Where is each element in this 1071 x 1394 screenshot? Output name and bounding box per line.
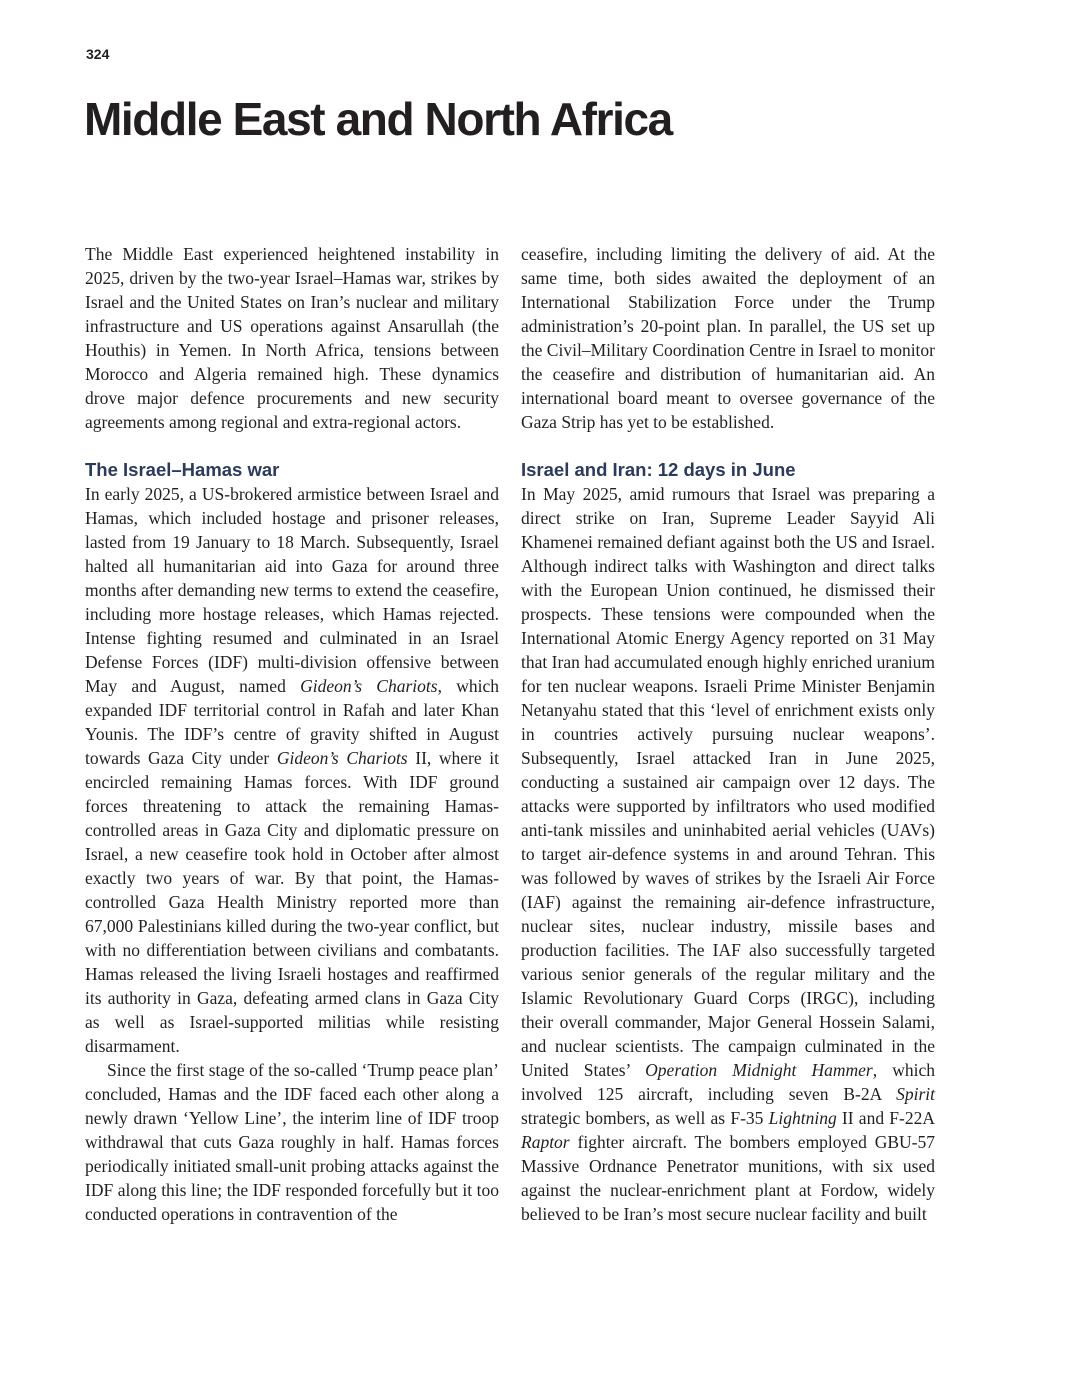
body-paragraph: Since the first stage of the so-called ‘Trump peace plan’ concluded, Hamas and the IDF faced each other along a newly drawn ‘Yellow Line’, the interim line of IDF troop withdrawal that cuts Gaza roughly in half. Hamas forces periodically initiated small-unit probing attacks against the IDF along this line; the IDF responded forcefully but it too conducted operations in contravention of the bbox=[85, 1060, 499, 1224]
italic-title: Lightning bbox=[768, 1108, 837, 1128]
text-run: , which involved 125 aircraft, including seven B-2A bbox=[521, 1060, 935, 1104]
text-run: II and F-22A bbox=[836, 1108, 936, 1128]
left-column bbox=[85, 242, 499, 1226]
text-run: strategic bombers, as well as F-35 bbox=[521, 1108, 769, 1128]
italic-title: Spirit bbox=[896, 1084, 935, 1104]
italic-title: Raptor bbox=[521, 1132, 570, 1152]
page-number: 324 bbox=[86, 46, 110, 62]
page-title: Middle East and North Africa bbox=[84, 93, 672, 145]
body-paragraph bbox=[85, 482, 499, 1058]
text-run: II, where it encircled remaining Hamas forces. With IDF ground forces threatening to attack the remaining Hamas-controlled areas in Gaza City and diplomatic pressure on Israel, a new ceasefire took hold in October after almost exactly two years of war. By that point, the Hamas-controlled Gaza Health Ministry reported more than 67,000 Palestinians killed during the two-year conflict, but with no differentiation between civilians and combatants. Hamas released the living Israeli hostages and reaffirmed its authority in Gaza, defeating armed clans in Gaza City as well as Israel-supported militias while resisting disarmament. bbox=[85, 748, 499, 1056]
continuation-paragraph: ceasefire, including limiting the delivery of aid. At the same time, both sides awaited the deployment of an International Stabilization Force under the Trump administration’s 20-point plan. In parallel, the US set up the Civil–Military Coordination Centre in Israel to monitor the ceasefire and distribution of humanitarian aid. An international board meant to oversee governance of the Gaza Strip has yet to be established. bbox=[521, 244, 935, 432]
text-run: In May 2025, amid rumours that Israel was preparing a direct strike on Iran, Supreme Leader Sayyid Ali Khamenei remained defiant against both the US and Israel. Although indirect talks with Washington and direct talks with the European Union continued, he dismissed their prospects. These tensions were compounded when the International Atomic Energy Agency reported on 31 May that Iran had accumulated enough highly enriched uranium for ten nuclear weapons. Israeli Prime Minister Benjamin Netanyahu stated that this ‘level of enrichment exists only in countries actively pursuing nuclear weapons’. Subsequently, Israel attacked Iran in June 2025, conducting a sustained air campaign over 12 days. The attacks were supported by infiltrators who used modified anti-tank missiles and uninhabited aerial vehicles (UAVs) to target air-defence systems in and around Tehran. This was followed by waves of strikes by the Israeli Air Force (IAF) against the remaining air-defence infrastructure, nuclear sites, nuclear industry, missile bases and production facilities. The IAF also successfully targeted various senior generals of the regular military and the Islamic Revolutionary Guard Corps (IRGC), including their overall commander, Major General Hossein Salami, and nuclear scientists. The campaign culminated in the United States’ bbox=[521, 484, 935, 1080]
intro-paragraph: The Middle East experienced heightened instability in 2025, driven by the two-year Israel–Hamas war, strikes by Israel and the United States on Iran’s nuclear and military infrastructure and US operations against Ansarullah (the Houthis) in Yemen. In North Africa, tensions between Morocco and Algeria remained high. These dynamics drove major defence procurements and new security agreements among regional and extra-regional actors. bbox=[85, 244, 499, 432]
text-run: fighter aircraft. The bombers employed GBU-57 Massive Ordnance Penetrator munitions, with six used against the nuclear-enrichment plant at Fordow, widely believed to be Iran’s most secure nuclear facility and built bbox=[521, 1132, 935, 1224]
text-run: In early 2025, a US-brokered armistice between Israel and Hamas, which included hostage and prisoner releases, lasted from 19 January to 18 March. Subsequently, Israel halted all humanitarian aid into Gaza for around three months after demanding new terms to extend the ceasefire, including more hostage releases, which Hamas rejected. Intense fighting resumed and culminated in an Israel Defense Forces (IDF) multi-division offensive between May and August, named bbox=[85, 484, 499, 696]
right-column bbox=[521, 242, 935, 1226]
body-paragraph bbox=[521, 482, 935, 1226]
italic-title: Operation Midnight Hammer bbox=[645, 1060, 873, 1080]
italic-title: Gideon’s Chariots bbox=[300, 676, 438, 696]
italic-title: Gideon’s Chariots bbox=[276, 748, 408, 768]
section-heading-israel-hamas-war: The Israel–Hamas war bbox=[85, 459, 280, 480]
section-heading-israel-and-iran: Israel and Iran: 12 days in June bbox=[521, 459, 796, 480]
text-run: , which expanded IDF territorial control in Rafah and later Khan Younis. The IDF’s centre of gravity shifted in August towards Gaza City under bbox=[85, 676, 499, 768]
